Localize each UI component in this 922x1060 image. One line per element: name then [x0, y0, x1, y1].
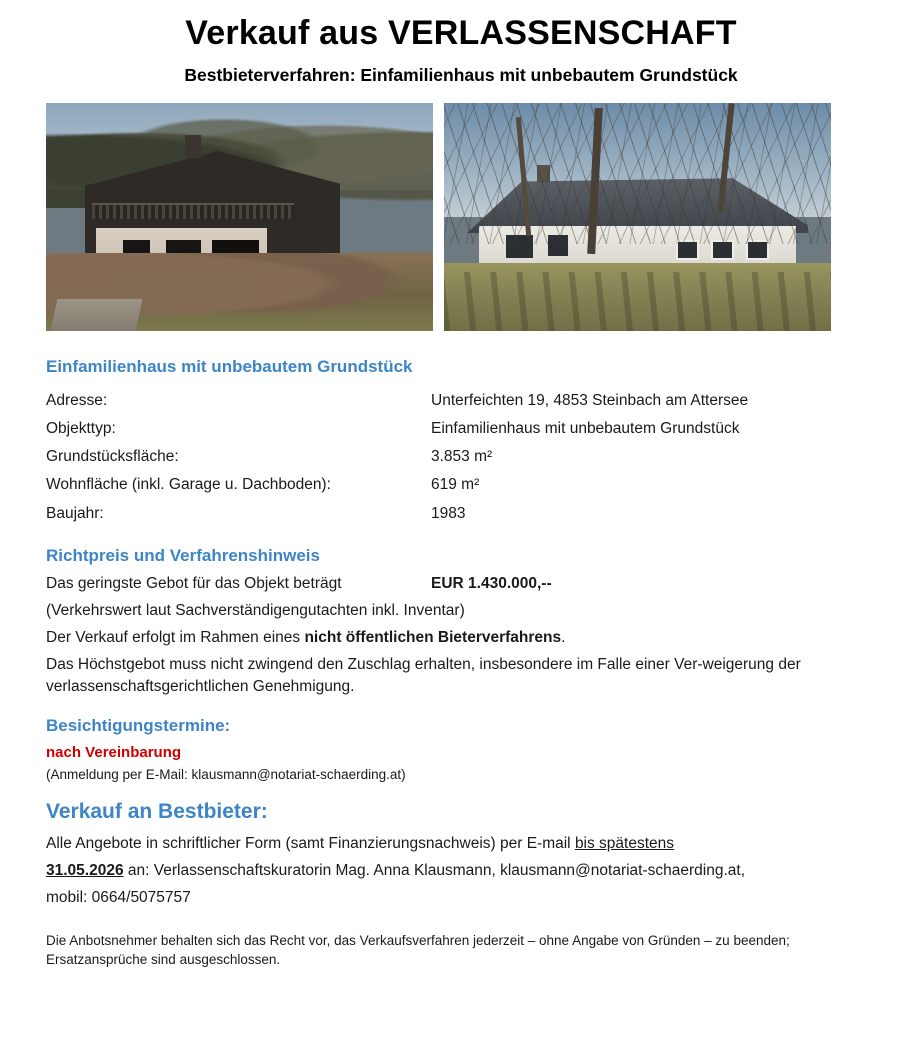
minimum-bid-label: Das geringste Gebot für das Objekt beträgt: [46, 574, 342, 592]
offer-deadline-label: bis spätestens: [574, 834, 675, 852]
bestbieter-block: [46, 833, 876, 909]
photo1-balcony: [92, 203, 293, 219]
offer-line-1-prefix: Alle Angebote in schriftlicher Form (samt Finanzierungsnachweis) per E-mail: [46, 834, 575, 852]
table-row: [46, 500, 876, 528]
spec-label: Grundstücksfläche:: [46, 448, 179, 466]
spacer: [46, 782, 876, 800]
minimum-bid-row: [46, 573, 876, 595]
page-subtitle: Bestbieterverfahren: Einfamilienhaus mit unbebautem Grundstück: [184, 65, 738, 85]
award-disclaimer: Das Höchstgebot muss nicht zwingend den Zuschlag erhalten, insbesondere im Falle einer Ver-weigerung der verlassenschaftsgerichtlichen Genehmigung.: [46, 655, 801, 695]
spec-label: Wohnfläche (inkl. Garage u. Dachboden):: [46, 476, 331, 494]
spec-value: Unterfeichten 19, 4853 Steinbach am Attersee: [431, 392, 749, 409]
spacer: [46, 528, 876, 546]
table-row: [46, 471, 876, 499]
section-heading-property: Einfamilienhaus mit unbebautem Grundstück: [46, 357, 413, 376]
table-row: [46, 387, 876, 415]
photo2-bare-branches: [444, 103, 831, 244]
procedure-suffix: .: [561, 628, 566, 646]
table-row: [46, 443, 876, 471]
offer-line-3: mobil: 0664/5075757: [46, 888, 191, 906]
offer-line-1: [46, 833, 876, 855]
photo1-path: [50, 299, 142, 331]
spec-label: Adresse:: [46, 392, 108, 409]
offer-line-2: [46, 860, 876, 882]
spec-label: Baujahr:: [46, 504, 104, 522]
section-heading-bestbieter: Verkauf an Bestbieter:: [46, 799, 268, 823]
procedure-prefix: Der Verkauf erfolgt im Rahmen eines: [46, 628, 305, 646]
minimum-bid-value: EUR 1.430.000,--: [431, 574, 552, 592]
section-heading-viewing: Besichtigungstermine:: [46, 715, 231, 735]
valuation-note: (Verkehrswert laut Sachverständigengutachten inkl. Inventar): [46, 601, 465, 619]
photo-gallery: [46, 103, 876, 331]
section-heading-price: Richtpreis und Verfahrenshinweis: [46, 545, 320, 565]
spec-value: 3.853 m²: [431, 448, 493, 466]
offer-deadline-date: 31.05.2026: [46, 861, 124, 879]
spacer: [46, 331, 876, 357]
photo2-tree-shadows: [444, 272, 831, 331]
spec-value: Einfamilienhaus mit unbebautem Grundstück: [431, 420, 740, 438]
property-photo-2: [444, 103, 831, 331]
spec-value: 1983: [431, 504, 466, 522]
footer-disclaimer: Die Anbotsnehmer behalten sich das Recht vor, das Verkaufsverfahren jederzeit – ohne Angabe von Gründen – zu beenden; Ersatzansprüche sind ausgeschlossen.: [46, 932, 790, 968]
procedure-bold: nicht öffentlichen Bieterverfahrens: [304, 628, 562, 646]
table-row: [46, 415, 876, 443]
spec-value: 619 m²: [431, 476, 480, 494]
property-photo-1: [46, 103, 433, 331]
viewing-note: (Anmeldung per E-Mail: klausmann@notariat-schaerding.at): [46, 766, 406, 782]
page-title: Verkauf aus VERLASSENSCHAFT: [185, 14, 737, 52]
property-spec-table: [46, 387, 876, 528]
photo1-chimney: [185, 135, 200, 158]
spacer: [46, 698, 876, 716]
price-block: [46, 573, 876, 698]
spec-label: Objekttyp:: [46, 420, 116, 438]
procedure-line: [46, 627, 876, 649]
offer-contact: an: Verlassenschaftskuratorin Mag. Anna Klausmann, klausmann@notariat-schaerding.at,: [123, 861, 746, 879]
viewing-value: nach Vereinbarung: [46, 743, 182, 761]
